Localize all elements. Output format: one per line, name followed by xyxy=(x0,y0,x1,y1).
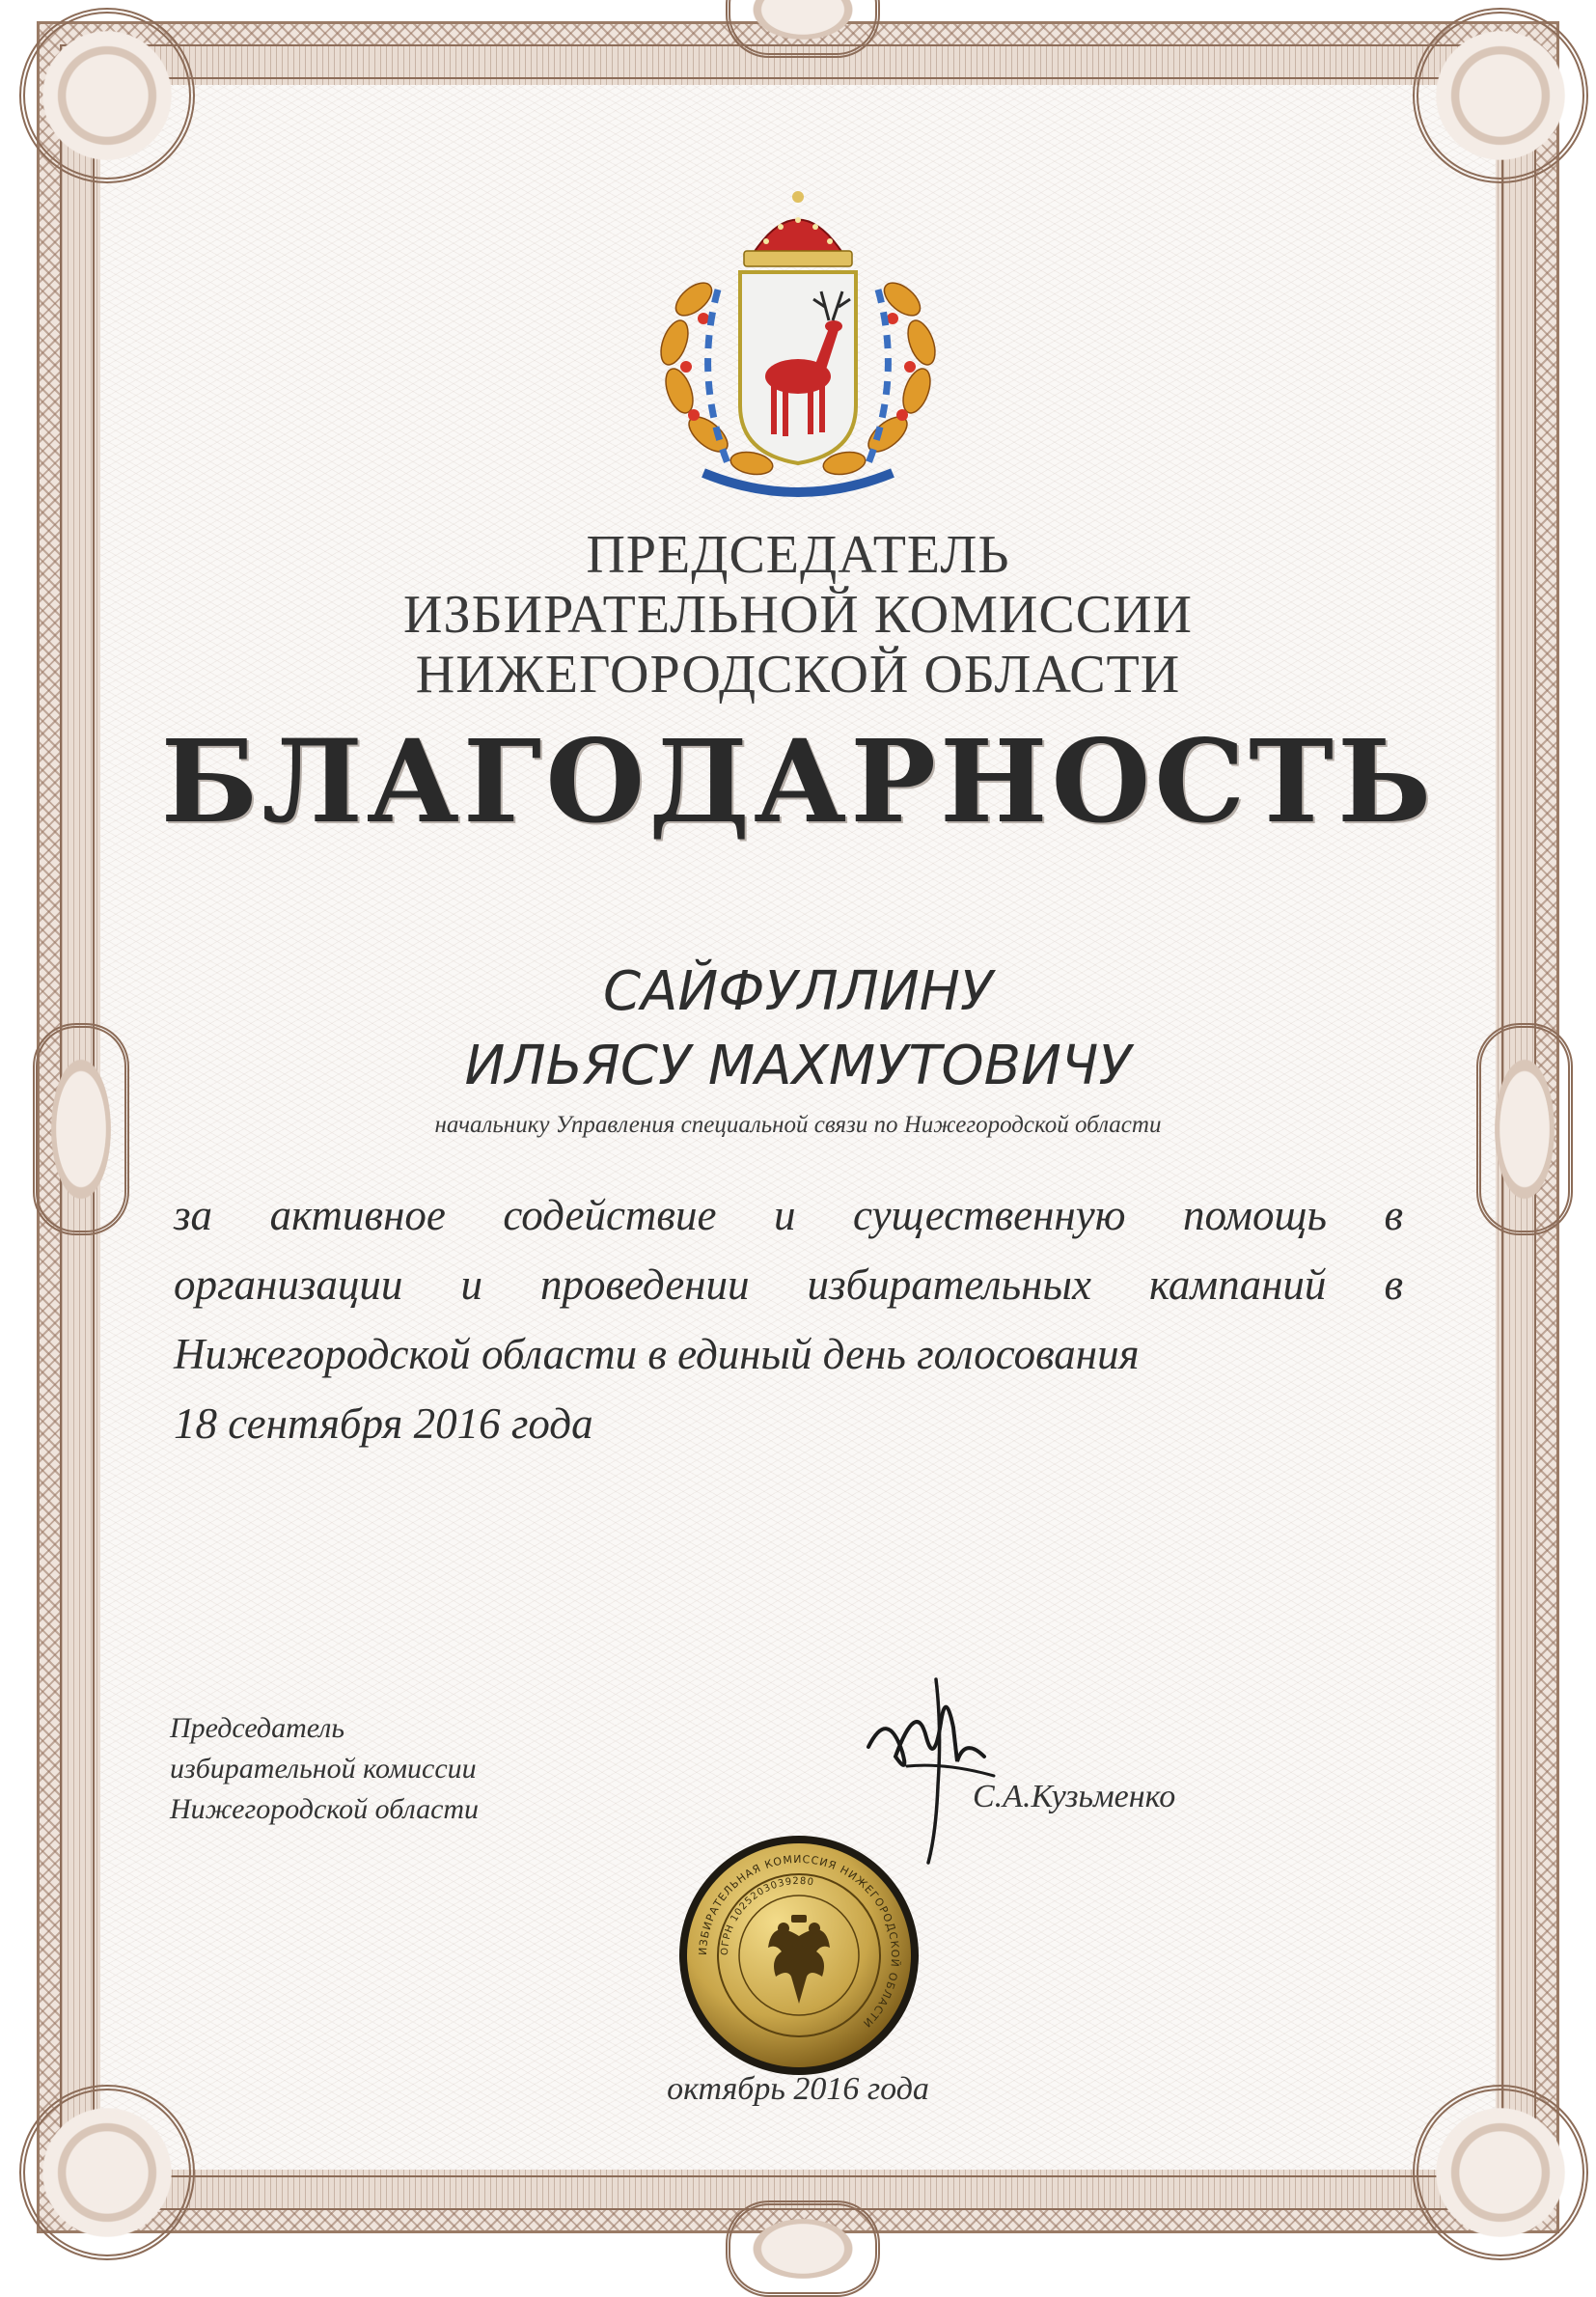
body-line-1: за активное содействие и существенную помощь в xyxy=(174,1191,1403,1239)
side-ornament-right xyxy=(1476,1023,1573,1235)
signatory-role-line-1: Председатель xyxy=(170,1712,345,1744)
top-ornament xyxy=(726,0,880,58)
recipient-surname: САЙФУЛЛИНУ xyxy=(603,960,993,1023)
issuer-line-1: ПРЕДСЕДАТЕЛЬ xyxy=(586,525,1010,585)
recipient-name: ИЛЬЯСУ МАХМУТОВИЧУ xyxy=(464,1035,1132,1097)
body-line-4: 18 сентября 2016 года xyxy=(174,1399,593,1448)
official-seal-icon xyxy=(675,1832,922,2079)
seal-ring-text: ИЗБИРАТЕЛЬНАЯ КОМИССИЯ НИЖЕГОРОДСКОЙ ОБЛАСТИ xyxy=(696,1852,902,2031)
certificate-title: БЛАГОДАРНОСТЬ xyxy=(160,714,1436,848)
corner-ornament-bottom-left xyxy=(19,2085,195,2260)
recipient-position: начальнику Управления специальной связи по Нижегородской области xyxy=(434,1112,1162,1138)
issuer-line-2: ИЗБИРАТЕЛЬНОЙ КОМИССИИ xyxy=(403,585,1193,645)
corner-ornament-bottom-right xyxy=(1413,2085,1588,2260)
corner-ornament-top-right xyxy=(1413,8,1588,183)
signatory-role-line-2: избирательной комиссии xyxy=(170,1753,477,1785)
coat-of-arms-icon xyxy=(636,183,960,502)
body-line-3: Нижегородской области в единый день голосования xyxy=(174,1330,1140,1378)
bottom-ornament xyxy=(726,2200,880,2297)
side-ornament-left xyxy=(33,1023,129,1235)
body-line-2: организации и проведении избирательных кампаний в xyxy=(174,1260,1403,1309)
signatory-role xyxy=(170,1708,479,1830)
seal-ogrn-text: ОГРН 1025203039280 xyxy=(719,1875,815,1956)
issuer-line-3: НИЖЕГОРОДСКОЙ ОБЛАСТИ xyxy=(415,645,1181,705)
corner-ornament-top-left xyxy=(19,8,195,183)
signatory-role-line-3: Нижегородской области xyxy=(170,1793,480,1825)
issue-date: октябрь 2016 года xyxy=(667,2071,929,2107)
signatory-name: С.А.Кузьменко xyxy=(973,1779,1176,1814)
